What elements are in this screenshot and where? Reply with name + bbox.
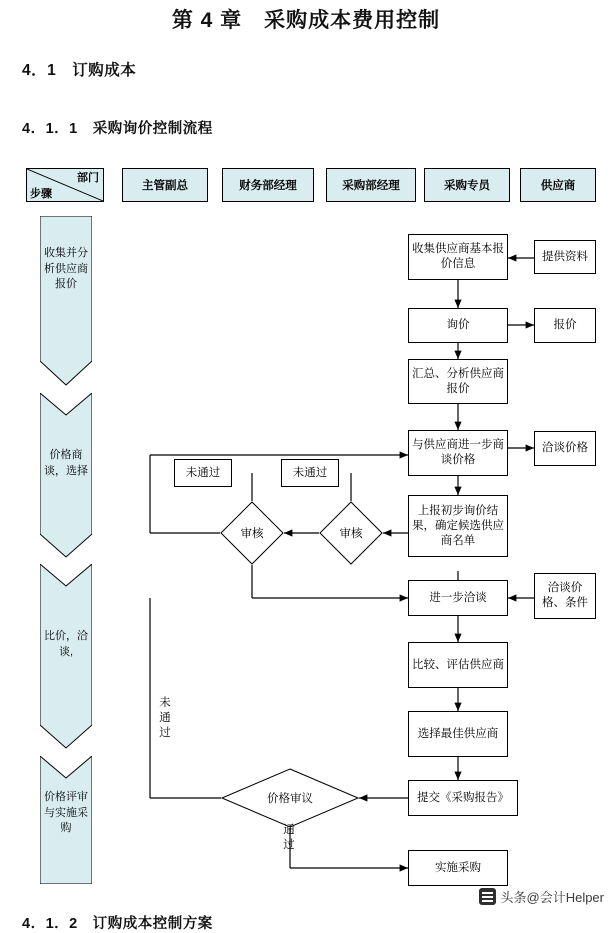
node-collect-quote-info-label: 收集供应商基本报价信息	[412, 243, 504, 270]
node-negotiate-price-supplier-label: 洽谈价格	[542, 442, 588, 454]
column-header-1	[122, 168, 208, 202]
node-inquiry[interactable]	[408, 308, 508, 343]
column-header-3	[326, 168, 416, 202]
column-header-4-label: 采购专员	[444, 180, 490, 192]
node-compare-evaluate[interactable]	[408, 642, 508, 688]
node-submit-purchase-report[interactable]	[408, 780, 518, 816]
node-further-negotiation[interactable]	[408, 580, 508, 616]
node-provide-materials[interactable]	[534, 240, 596, 274]
section-heading: 4．1 订购成本	[22, 62, 137, 79]
corner-column-label: 部门	[77, 172, 99, 184]
node-select-best-supplier-label: 选择最佳供应商	[417, 727, 499, 740]
column-header-5	[520, 168, 596, 202]
node-quotation-label: 报价	[553, 319, 577, 331]
node-further-negotiation-label: 进一步洽谈	[429, 591, 487, 604]
phase-chevron-2	[40, 393, 92, 558]
decision-price-review-label: 价格审议	[267, 793, 313, 805]
column-header-2	[222, 168, 314, 202]
node-negotiate-price[interactable]	[408, 430, 508, 476]
column-header-1-label: 主管副总	[142, 180, 188, 192]
node-report-inquiry-result-label: 上报初步询价结果，确定候选供应商名单	[412, 504, 504, 547]
watermark	[479, 887, 605, 906]
edge-label-rejected-2-text: 未通过	[292, 466, 328, 479]
decision-review-2[interactable]	[319, 501, 383, 565]
phase-chevron-1-shape	[40, 216, 92, 386]
watermark-logo-icon	[479, 888, 496, 905]
edge-label-rejected-1	[174, 459, 232, 487]
node-execute-purchase-label: 实施采购	[435, 861, 481, 874]
node-report-inquiry-result[interactable]	[408, 495, 508, 557]
node-negotiate-terms-label: 洽谈价格、条件	[542, 582, 588, 609]
phase-chevron-1	[40, 216, 92, 386]
node-submit-purchase-report-label: 提交《采购报告》	[417, 791, 509, 804]
flow-corner-header	[26, 168, 104, 202]
node-collect-quote-info[interactable]	[408, 234, 508, 280]
node-summarize-analyze-quotes-label: 汇总、分析供应商报价	[412, 367, 504, 395]
watermark-text: 头条@会计Helper	[500, 890, 604, 905]
node-summarize-analyze-quotes[interactable]	[408, 359, 508, 404]
node-compare-evaluate-label: 比较、评估供应商	[412, 658, 504, 671]
column-header-5-label: 供应商	[540, 180, 576, 192]
column-header-4	[424, 168, 510, 202]
column-header-2-label: 财务部经理	[239, 180, 297, 192]
node-inquiry-label: 询价	[446, 319, 470, 331]
edge-label-rejected-3: 未通过	[159, 697, 171, 739]
decision-review-1-label: 审核	[240, 528, 264, 540]
flowchart	[16, 168, 596, 908]
node-execute-purchase[interactable]	[408, 850, 508, 886]
phase-chevron-3-label: 比价，洽谈,	[44, 630, 88, 658]
decision-price-review[interactable]	[221, 768, 359, 828]
node-negotiate-price-label: 与供应商进一步商谈价格	[412, 439, 504, 466]
node-negotiate-price-supplier[interactable]	[534, 431, 596, 466]
phase-chevron-1-label: 收集并分析供应商报价	[44, 247, 88, 290]
page-title: 第 4 章 采购成本费用控制	[171, 9, 441, 32]
node-quotation[interactable]	[534, 308, 596, 343]
phase-chevron-3	[40, 564, 92, 749]
node-negotiate-terms[interactable]	[534, 573, 596, 619]
subsection-heading: 4．1．1 采购询价控制流程	[22, 121, 213, 137]
phase-chevron-2-label: 价格商谈，选择	[44, 449, 88, 477]
next-subsection-heading: 4．1．2 订购成本控制方案	[22, 916, 213, 932]
phase-chevron-4-label: 价格评审与实施采购	[44, 791, 88, 834]
edge-label-rejected-2	[281, 459, 339, 487]
node-select-best-supplier[interactable]	[408, 711, 508, 757]
edge-label-rejected-1-text: 未通过	[185, 466, 221, 479]
edge-label-approved: 通过	[283, 824, 295, 851]
decision-review-1[interactable]	[220, 501, 284, 565]
decision-review-2-label: 审核	[339, 528, 363, 540]
column-header-3-label: 采购部经理	[342, 180, 400, 192]
node-provide-materials-label: 提供资料	[542, 250, 588, 263]
phase-chevron-4	[40, 756, 92, 884]
corner-row-label: 步骤	[30, 188, 52, 200]
